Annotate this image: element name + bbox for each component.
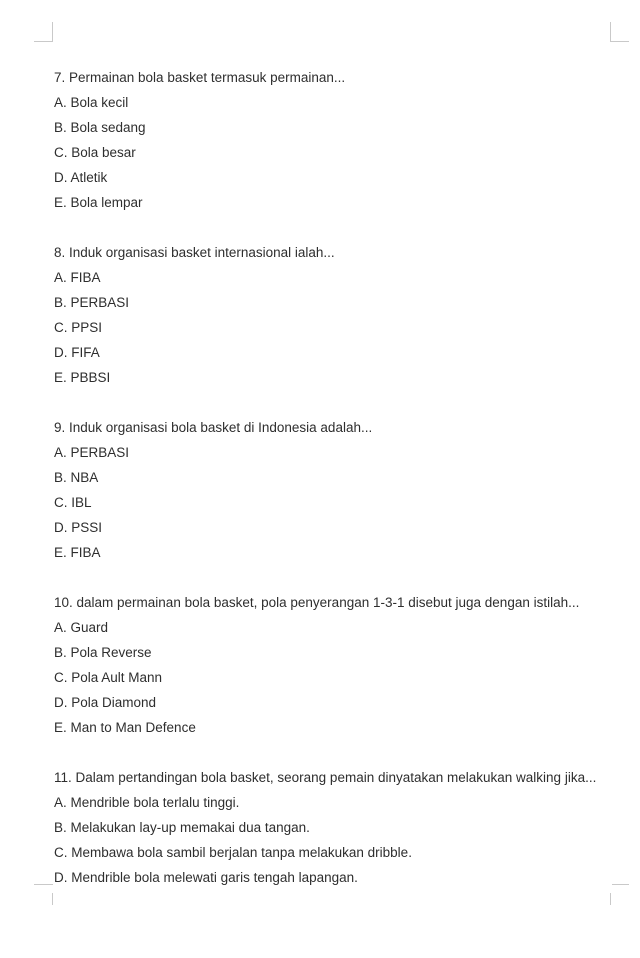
crop-mark-top-left	[52, 22, 53, 42]
question-8	[54, 240, 624, 390]
crop-mark-bottom-left	[34, 884, 53, 885]
option-a: A. Guard	[54, 620, 109, 635]
option-b: B. Pola Reverse	[54, 645, 152, 660]
question-9	[54, 415, 624, 565]
option-c: C. Pola Ault Mann	[54, 670, 163, 685]
option-a: A. Bola kecil	[54, 95, 129, 110]
question-text: 7. Permainan bola basket termasuk permainan...	[54, 70, 346, 85]
option-d: D. FIFA	[54, 345, 100, 360]
question-7	[54, 65, 624, 215]
option-b: B. PERBASI	[54, 295, 130, 310]
option-a: A. PERBASI	[54, 445, 130, 460]
option-e: E. Bola lempar	[54, 195, 143, 210]
crop-mark-top-right	[610, 41, 629, 42]
question-11	[54, 765, 624, 890]
question-text: 8. Induk organisasi basket internasional ialah...	[54, 245, 335, 260]
crop-mark-top-right	[610, 22, 611, 42]
option-a: A. FIBA	[54, 270, 101, 285]
question-list	[54, 65, 624, 915]
option-b: B. Melakukan lay-up memakai dua tangan.	[54, 820, 310, 835]
option-c: C. IBL	[54, 495, 92, 510]
option-b: B. Bola sedang	[54, 120, 146, 135]
option-d: D. Mendrible bola melewati garis tengah lapangan.	[54, 870, 358, 885]
option-e: E. PBBSI	[54, 370, 111, 385]
question-text: 11. Dalam pertandingan bola basket, seorang pemain dinyatakan melakukan walking jika...	[54, 770, 597, 785]
option-b: B. NBA	[54, 470, 99, 485]
option-d: D. Pola Diamond	[54, 695, 157, 710]
question-10	[54, 590, 624, 740]
option-c: C. Membawa bola sambil berjalan tanpa melakukan dribble.	[54, 845, 412, 860]
option-a: A. Mendrible bola terlalu tinggi.	[54, 795, 240, 810]
question-text: 10. dalam permainan bola basket, pola penyerangan 1-3-1 disebut juga dengan istilah...	[54, 595, 580, 610]
option-c: C. Bola besar	[54, 145, 136, 160]
option-c: C. PPSI	[54, 320, 103, 335]
option-e: E. Man to Man Defence	[54, 720, 196, 735]
crop-mark-top-left	[34, 41, 53, 42]
crop-mark-bottom-left	[52, 893, 53, 905]
option-e: E. FIBA	[54, 545, 101, 560]
question-text: 9. Induk organisasi bola basket di Indonesia adalah...	[54, 420, 373, 435]
option-d: D. Atletik	[54, 170, 108, 185]
option-d: D. PSSI	[54, 520, 103, 535]
